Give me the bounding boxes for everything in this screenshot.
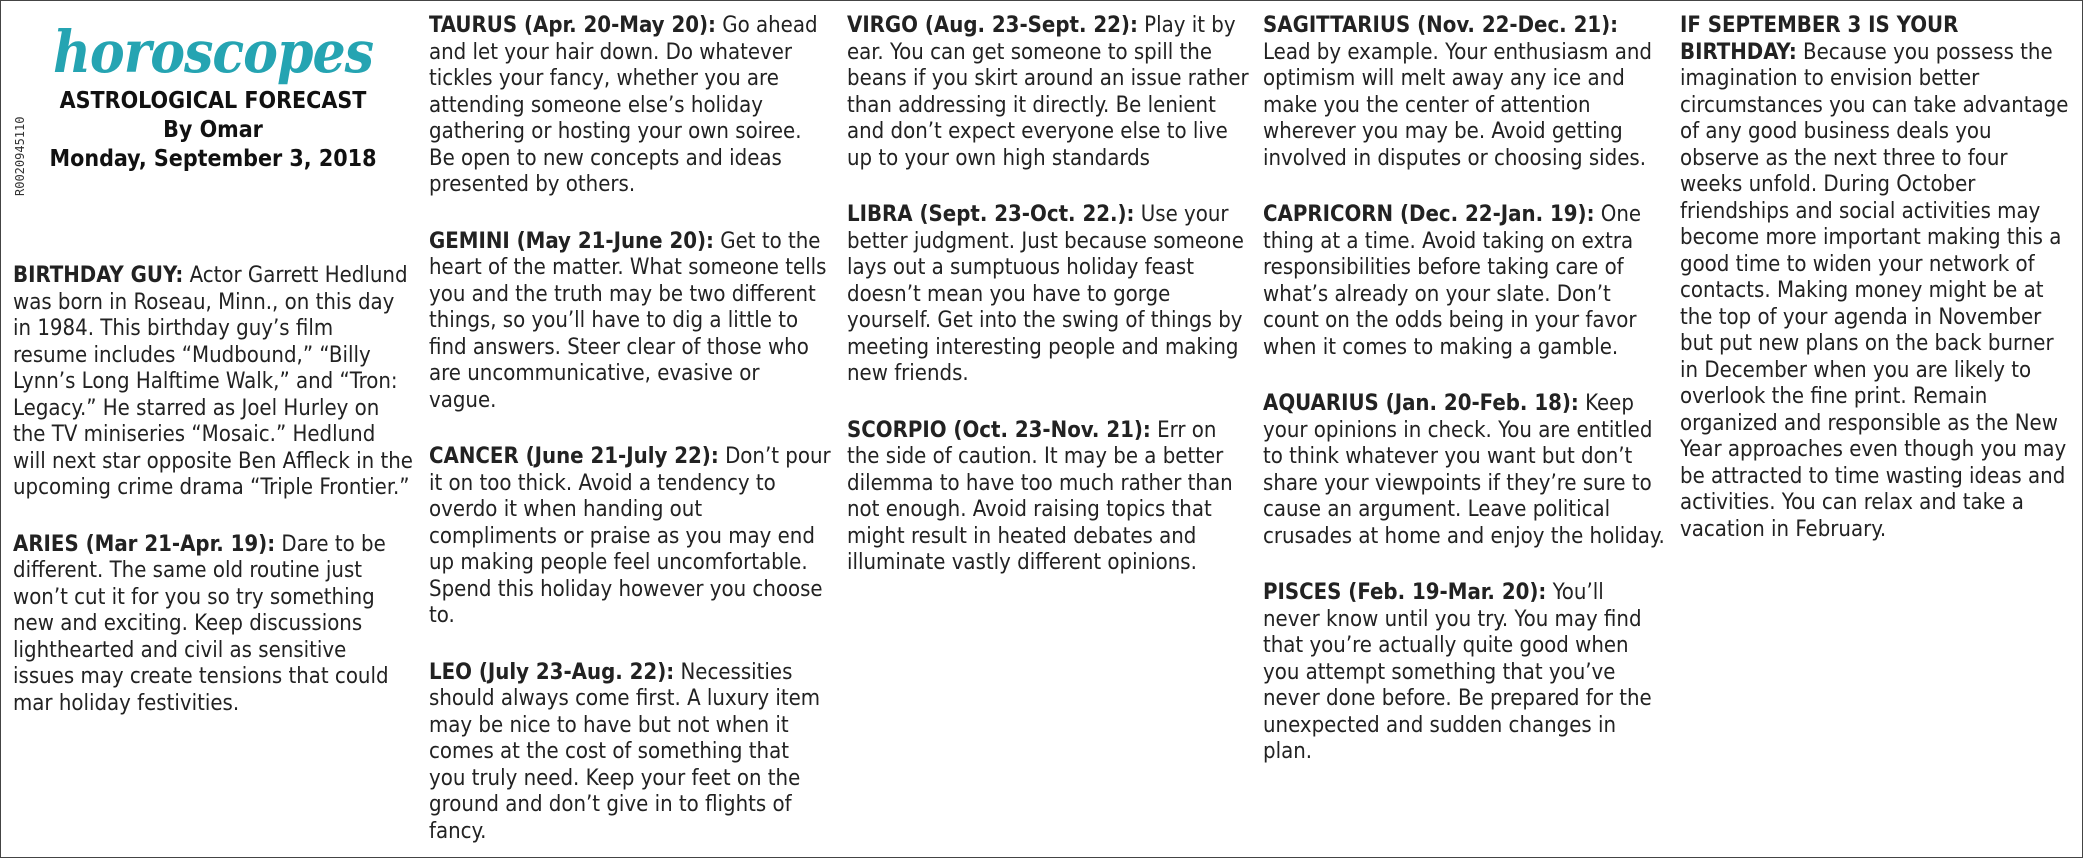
ad-code: R0020945110 [13, 116, 27, 196]
cancer-paragraph [429, 444, 831, 630]
sagittarius-text: Lead by example. Your enthusiasm and optimism will melt away any ice and make you the center of attention wherever you may be. Avoid getting involved in disputes or choosing sides. [1263, 39, 1652, 171]
column-3 [847, 13, 1249, 853]
sagittarius-paragraph [1263, 13, 1665, 172]
birthday-label-line2: BIRTHDAY: [1680, 39, 1797, 65]
taurus-label: TAURUS (Apr. 20-May 20): [429, 13, 716, 38]
gemini-text: Get to the heart of the matter. What someone tells you and the truth may be two different things, so you’ll have to dig a little to find answers. Steer clear of those who are uncommunicative, evasive or vague. [429, 228, 827, 413]
birthday-paragraph [1680, 13, 2076, 543]
aquarius-paragraph [1263, 391, 1665, 550]
pisces-paragraph [1263, 580, 1665, 766]
sagittarius-label: SAGITTARIUS (Nov. 22-Dec. 21): [1263, 13, 1619, 38]
birthday-text: Because you possess the imagination to envision better circumstances you can take advantage of any good business deals you observe as the next three to four weeks unfold. During October friendships and social activities may become more important making this a good time to widen your network of contacts. Making money might be at the top of your agenda in November but put new plans on the back burner in December when you are likely to overlook the fine print. Remain organized and responsible as the New Year approaches even though you may be attracted to time wasting ideas and activities. You can relax and take a vacation in February. [1680, 39, 2069, 542]
libra-text: Use your better judgment. Just because someone lays out a sumptuous holiday feast doesn’t mean you have to gorge yourself. Get into the swing of things by meeting interesting people and making new friends. [847, 202, 1244, 386]
column-2 [429, 13, 831, 853]
capricorn-paragraph [1263, 202, 1665, 361]
masthead [13, 11, 413, 241]
gemini-paragraph [429, 229, 831, 415]
virgo-label: VIRGO (Aug. 23-Sept. 22): [847, 13, 1138, 38]
leo-paragraph [429, 660, 831, 846]
column-5 [1680, 13, 2076, 853]
birthday-guy-paragraph [13, 263, 413, 502]
scorpio-label: SCORPIO (Oct. 23-Nov. 21): [847, 417, 1151, 443]
leo-text: Necessities should always come first. A luxury item may be nice to have but not when it comes at the cost of something that you truly need. Keep your feet on the ground and don’t give in to flights of fancy. [429, 659, 821, 844]
capricorn-label: CAPRICORN (Dec. 22-Jan. 19): [1263, 202, 1595, 227]
taurus-paragraph [429, 13, 831, 199]
birthday-label-line1: IF SEPTEMBER 3 IS YOUR [1680, 13, 1959, 38]
virgo-text: Play it by ear. You can get someone to spill the beans if you skirt around an issue rather than addressing it directly. Be lenient and don’t expect everyone else to live up to your own high standards [847, 13, 1249, 171]
aries-text: Dare to be different. The same old routine just won’t cut it for you so try something new and exciting. Keep discussions lighthearted and civil as sensitive issues may create tensions that could mar holiday festivities. [13, 531, 389, 716]
page-subtitle: ASTROLOGICAL FORECAST [59, 88, 367, 114]
capricorn-text: One thing at a time. Avoid taking on extra responsibilities before taking care of what’s already on your slate. Don’t count on the odds being in your favor when it comes to making a gamble. [1263, 202, 1642, 360]
cancer-text: Don’t pour it on too thick. Avoid a tendency to overdo it when handing out compliments or praise as you may end up making people feel uncomfortable. Spend this holiday however you choose to. [429, 444, 831, 628]
birthday-guy-label: BIRTHDAY GUY: [13, 263, 184, 288]
byline: By Omar [163, 117, 263, 143]
taurus-text: Go ahead and let your hair down. Do whatever tickles your fancy, whether you are attending someone else’s holiday gathering or hosting your own soiree. Be open to new concepts and ideas presented by others. [429, 13, 818, 197]
aries-label: ARIES (Mar 21-Apr. 19): [13, 531, 276, 557]
date-line: Monday, September 3, 2018 [49, 146, 377, 172]
aquarius-text: Keep your opinions in check. You are entitled to think whatever you want but don’t share your viewpoints if they’re sure to cause an argument. Leave political crusades at home and enjoy the holiday. [1263, 391, 1665, 549]
virgo-paragraph [847, 13, 1249, 172]
cancer-label: CANCER (June 21-July 22): [429, 444, 719, 469]
scorpio-text: Err on the side of caution. It may be a better dilemma to have too much rather than not enough. Avoid raising topics that might result in heated debates and illuminate vastly different opinions. [847, 417, 1233, 575]
birthday-guy-text: Actor Garrett Hedlund was born in Roseau, Minn., on this day in 1984. This birthday guy’s film resume includes “Mudbound,” “Billy Lynn’s Long Halftime Walk,” and “Tron: Legacy.” He starred as Joel Hurley on the TV miniseries “Mosaic.” Hedlund will next star opposite Ben Affleck in the upcoming crime drama “Triple Frontier.” [13, 263, 413, 500]
column-4 [1263, 13, 1665, 853]
leo-label: LEO (July 23-Aug. 22): [429, 659, 675, 685]
scorpio-paragraph [847, 418, 1249, 577]
pisces-label: PISCES (Feb. 19-Mar. 20): [1263, 580, 1547, 605]
libra-paragraph [847, 202, 1249, 388]
aquarius-label: AQUARIUS (Jan. 20-Feb. 18): [1263, 391, 1579, 416]
page-title: horoscopes [52, 18, 374, 86]
column-1 [13, 1, 413, 841]
libra-label: LIBRA (Sept. 23-Oct. 22.): [847, 202, 1135, 227]
gemini-label: GEMINI (May 21-June 20): [429, 228, 714, 254]
aries-paragraph [13, 532, 413, 718]
pisces-text: You’ll never know until you try. You may find that you’re actually quite good when you attempt something that you’ve never done before. Be prepared for the unexpected and sudden changes in plan. [1263, 580, 1652, 764]
